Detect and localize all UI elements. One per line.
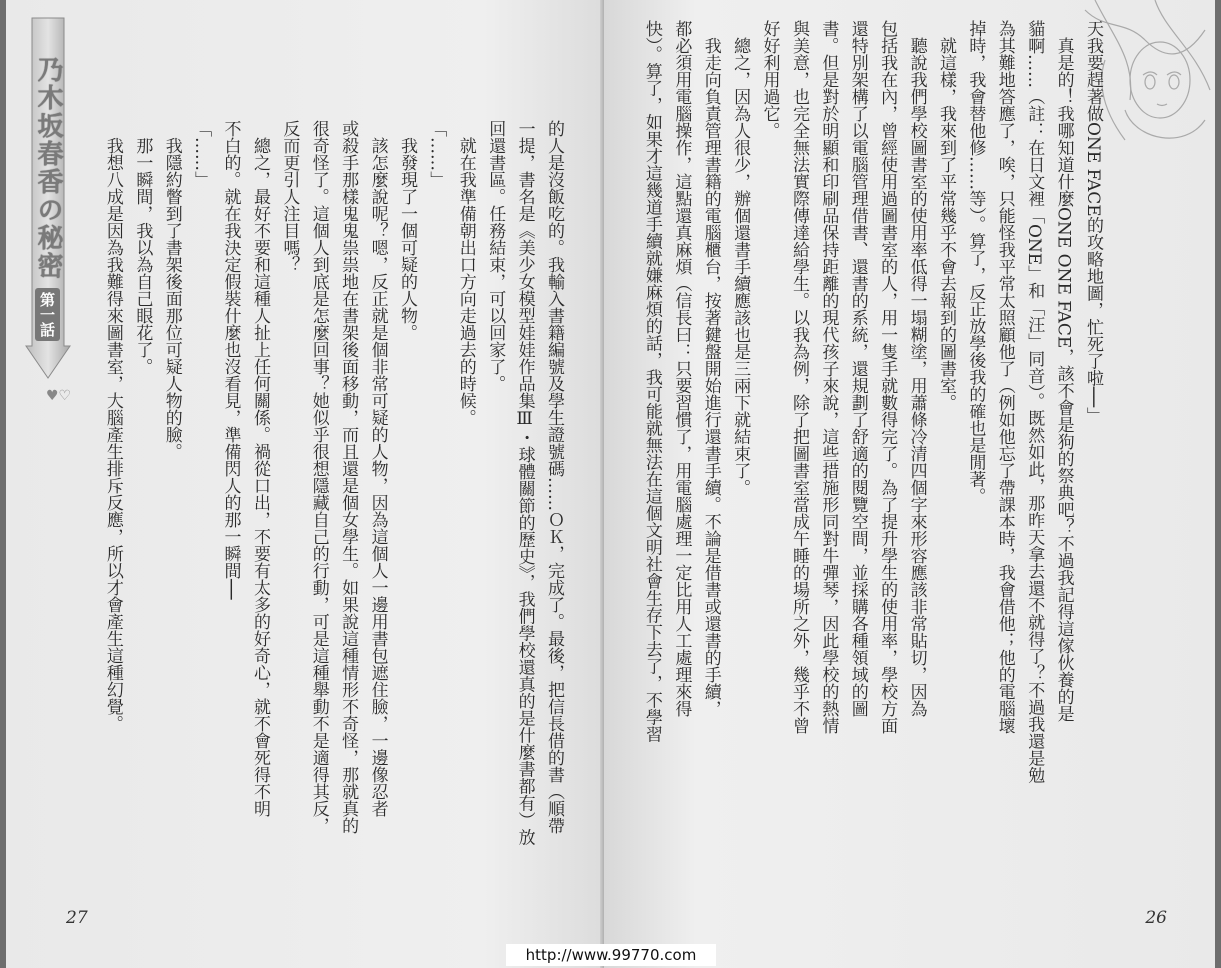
text-line: 總之，因為人很少，辦個還書手續應該也是三兩下就結束了。 xyxy=(730,20,751,496)
text-line: 或殺手那樣鬼鬼祟祟地在書架後面移動，而且還是個女學生。如果說這種情形不奇怪，那就真的 xyxy=(338,120,359,834)
series-header xyxy=(24,16,72,404)
text-line: 還特別架構了以電腦管理借書、還書的系統，還規劃了舒適的閱覽空間，並採購各種領域的圖 xyxy=(847,20,868,717)
text-line: 就在我準備朝出口方向走過去的時候。 xyxy=(455,120,476,426)
chapter-label: 第一話 xyxy=(35,288,60,341)
page-number-right: 26 xyxy=(1145,908,1167,928)
text-line: 我發現了一個可疑的人物。 xyxy=(396,120,417,341)
text-line: 與美意，也完全無法實際傳達給學生。以我為例，除了把圖書室當成午睡的場所之外，幾乎不曾 xyxy=(788,20,809,734)
hearts-icon: ♥♡ xyxy=(46,388,72,404)
page-number-left: 27 xyxy=(66,908,88,928)
text-line: 快）。算了，如果才這幾道手續就嫌麻煩的話，我可能就無法在這個文明社會生存下去了，不學習 xyxy=(641,20,662,743)
text-line: 總之，最好不要和這種人扯上任何關係。禍從口出，不要有太多的好奇心，就不會死得不明 xyxy=(249,120,270,817)
text-line: 不白的。就在我決定假裝什麼也沒看見，準備閃人的那一瞬間── xyxy=(220,120,241,600)
left-body-text xyxy=(98,120,569,846)
text-line: 「……」 xyxy=(426,120,447,188)
text-line: 包括我在內，曾經使用過圖書室的人，用一隻手就數得完了。為了提升學生的使用率，學校方面 xyxy=(877,20,898,734)
text-line: 「……」 xyxy=(191,120,212,188)
text-line: 該怎麼說呢？嗯，反正就是個非常可疑的人物，因為這個人一邊用書包遮住臉，一邊像忍者 xyxy=(367,120,388,817)
text-line: 我走向負責管理書籍的電腦櫃台，按著鍵盤開始進行還書手續。不論是借書或還書的手續， xyxy=(700,20,721,717)
text-line: 好好利用過它。 xyxy=(759,20,780,139)
text-line: 貓啊……（註：在日文裡「ONE」和「汪」同音）。既然如此，那昨天拿去還不就得了？不過我還是勉 xyxy=(1024,20,1045,784)
text-line: 很奇怪了。這個人到底是怎麼回事？她似乎很想隱藏自己的行動，可是這種舉動不是適得其反， xyxy=(308,120,329,834)
right-page xyxy=(604,0,1215,968)
text-line: 反而更引人注目嗎？ xyxy=(279,120,300,273)
right-body-text xyxy=(637,20,1108,820)
text-line: 都必須用電腦操作，這點還真麻煩（信長曰：只要習慣了，用電腦處理一定比用人工處理來得 xyxy=(671,20,692,717)
text-line: 回還書區。任務結束，可以回家了。 xyxy=(485,120,506,392)
text-line: 掉時，我會替他修……等）。算了，反正放學後我的確也是閒著。 xyxy=(965,20,986,505)
left-page xyxy=(6,0,604,968)
text-line: 聽說我們學校圖書室的使用率低得一塌糊塗，用蕭條冷清四個字來形容應該非常貼切，因為 xyxy=(906,20,927,717)
text-line: 那一瞬間，我以為自己眼花了。 xyxy=(132,120,153,375)
text-line: 書。但是對於明顯和印刷品保持距離的現代孩子來說，這些措施形同對牛彈琴，因此學校的熱情 xyxy=(818,20,839,734)
text-line: 就這樣，我來到了平常幾乎不會去報到的圖書室。 xyxy=(935,20,956,411)
text-line: 一提，書名是《美少女模型娃娃作品集Ⅲ・球體關節的歷史》，我們學校還真的是什麼書都有）放 xyxy=(514,120,535,846)
text-line: 我隱約瞥到了書架後面那位可疑人物的臉。 xyxy=(161,120,182,460)
series-title: 乃木坂春香の秘密 xyxy=(33,56,63,280)
text-line: 的人是沒飯吃的。我輸入書籍編號及學生證號碼……ＯＫ，完成了。最後，把信長借的書（順帶 xyxy=(544,120,564,834)
text-line: 天我要趕著做ONE FACE的攻略地圖，忙死了啦──」 xyxy=(1083,20,1103,425)
text-line: 真是的！我哪知道什麼ONE ONE FACE，該不會是狗的祭典吧？不過我記得這傢伙養的是 xyxy=(1053,20,1074,723)
text-line: 我想八成是因為我難得來圖書室，大腦產生排斥反應，所以才會產生這種幻覺。 xyxy=(102,120,123,732)
footer-url-link[interactable]: http://www.99770.com xyxy=(506,944,716,966)
text-line: 為其難地答應了，唉，只能怪我平常太照顧他了（例如他忘了帶課本時，我會借他；他的電腦壞 xyxy=(994,20,1015,734)
